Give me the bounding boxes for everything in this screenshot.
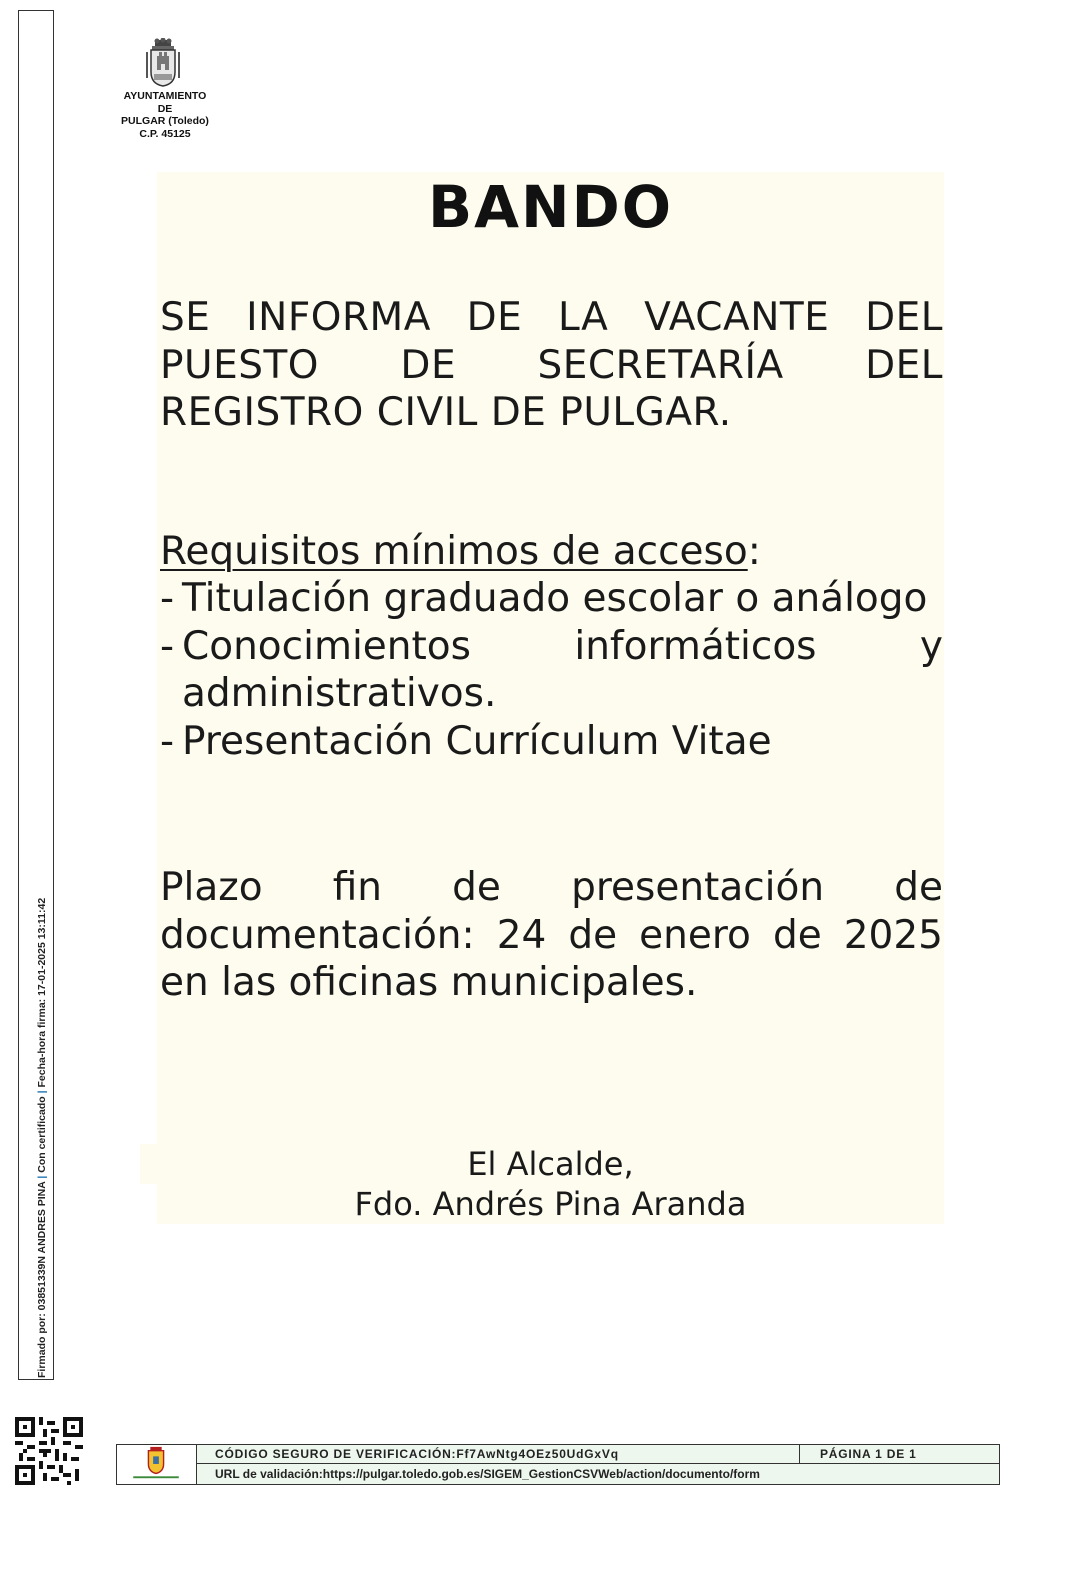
signature-block — [157, 1144, 944, 1224]
requirement-item: - Conocimientos informáticos y administrativos. — [160, 623, 943, 716]
requirements-heading-text: Requisitos mínimos de acceso — [160, 529, 748, 574]
signed-by: Firmado por: 03851339N ANDRES PINA — [36, 1181, 48, 1378]
signature-stamp-text — [36, 898, 48, 1378]
footer-page-cell — [799, 1445, 999, 1464]
signature-name: Fdo. Andrés Pina Aranda — [354, 1185, 747, 1223]
deadline-text: Plazo fin de presentación de documentación: 24 de enero de 2025 en las oficinas municipales. — [160, 865, 943, 1005]
requirements-heading-colon: : — [747, 529, 761, 574]
requirement-item: - Titulación graduado escolar o análogo — [160, 576, 928, 621]
header-line-3: PULGAR (Toledo) — [121, 115, 209, 127]
page-number: PÁGINA 1 DE 1 — [820, 1447, 917, 1461]
requirement-text: Titulación graduado escolar o análogo — [182, 576, 928, 621]
municipal-crest-icon — [145, 38, 181, 88]
verification-footer — [116, 1444, 1000, 1485]
validation-url: URL de validación:https://pulgar.toledo.gob.es/SIGEM_GestionCSVWeb/action/documento/form — [215, 1467, 760, 1481]
footer-logo-cell — [117, 1445, 197, 1484]
requirement-text: Presentación Currículum Vitae — [182, 718, 772, 764]
footer-url-row — [197, 1464, 999, 1484]
signature-timestamp: Fecha-hora firma: 17-01-2025 13:11:42 — [36, 897, 48, 1088]
header-line-2: DE — [157, 102, 173, 115]
notice-title: BANDO — [427, 173, 674, 241]
requirement-item: - Presentación Currículum Vitae — [160, 718, 772, 764]
requirement-text: Conocimientos informáticos y administrativos. — [182, 623, 943, 716]
separator-1: | — [36, 1175, 48, 1179]
certificate-label: Con certificado — [36, 1096, 48, 1173]
header-line-1: AYUNTAMIENTO — [123, 90, 207, 102]
qr-code-icon — [15, 1417, 83, 1485]
requirements-heading — [160, 528, 943, 576]
municipality-header — [100, 90, 230, 140]
signature-title: El Alcalde, — [467, 1145, 634, 1183]
separator-2: | — [36, 1090, 48, 1094]
footer-csv-row — [197, 1445, 999, 1464]
csv-code: CÓDIGO SEGURO DE VERIFICACIÓN:Ff7AwNtg4OEz50UdGxVq — [215, 1447, 619, 1461]
municipal-crest-icon — [117, 1445, 195, 1482]
notice-intro: SE INFORMA DE LA VACANTE DEL PUESTO DE SECRETARÍA DEL REGISTRO CIVIL DE PULGAR. — [160, 295, 943, 435]
requirements-list — [160, 575, 943, 765]
header-line-4: C.P. 45125 — [139, 127, 191, 140]
